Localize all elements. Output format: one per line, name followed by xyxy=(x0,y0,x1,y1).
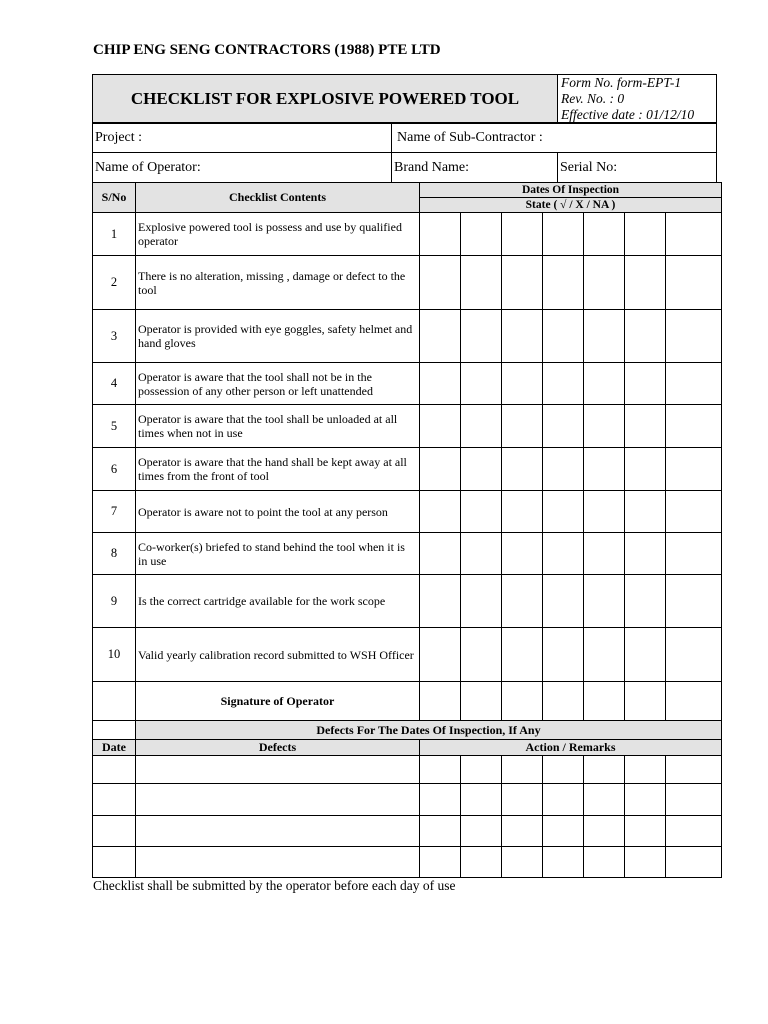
inspection-cell[interactable] xyxy=(502,628,543,682)
inspection-cell[interactable] xyxy=(625,310,666,363)
remarks-cell[interactable] xyxy=(584,816,625,847)
remarks-cell[interactable] xyxy=(666,756,722,784)
remarks-cell[interactable] xyxy=(420,847,461,878)
signature-label: Signature of Operator xyxy=(136,682,420,721)
effective-date: Effective date : 01/12/10 xyxy=(561,107,695,122)
inspection-cell[interactable] xyxy=(420,213,461,256)
inspection-cell[interactable] xyxy=(666,575,722,628)
item-text: Operator is provided with eye goggles, safety helmet and hand gloves xyxy=(136,310,420,363)
defects-header: Defects For The Dates Of Inspection, If Any xyxy=(136,721,722,740)
defect-row xyxy=(93,784,722,816)
inspection-cell[interactable] xyxy=(420,405,461,448)
remarks-cell[interactable] xyxy=(666,784,722,816)
remarks-cell[interactable] xyxy=(625,756,666,784)
signature-cell[interactable] xyxy=(625,682,666,721)
inspection-cell[interactable] xyxy=(584,448,625,491)
serial-field[interactable]: Serial No: xyxy=(558,153,717,183)
inspection-cell[interactable] xyxy=(461,256,502,310)
inspection-cell[interactable] xyxy=(584,575,625,628)
item-text: Valid yearly calibration record submitted to WSH Officer xyxy=(136,628,420,682)
checklist-row xyxy=(93,213,722,256)
checklist-row xyxy=(93,628,722,682)
inspection-cell[interactable] xyxy=(502,448,543,491)
inspection-cell[interactable] xyxy=(502,575,543,628)
remarks-cell[interactable] xyxy=(502,784,543,816)
inspection-cell[interactable] xyxy=(461,491,502,533)
inspection-cell[interactable] xyxy=(625,575,666,628)
date-header: Date xyxy=(93,740,136,756)
revision-number: Rev. No. : 0 xyxy=(561,91,625,106)
inspection-cell[interactable] xyxy=(543,405,584,448)
inspection-cell[interactable] xyxy=(666,256,722,310)
defect-date-cell[interactable] xyxy=(93,756,136,784)
inspection-cell[interactable] xyxy=(666,405,722,448)
remarks-cell[interactable] xyxy=(625,784,666,816)
inspection-cell[interactable] xyxy=(625,213,666,256)
inspection-cell[interactable] xyxy=(625,256,666,310)
item-number: 5 xyxy=(93,405,136,448)
inspection-cell[interactable] xyxy=(666,310,722,363)
defects-subheader-row xyxy=(93,740,722,756)
inspection-cell[interactable] xyxy=(420,491,461,533)
inspection-cell[interactable] xyxy=(543,363,584,405)
remarks-cell[interactable] xyxy=(543,816,584,847)
form-number: Form No. form-EPT-1 xyxy=(561,75,682,90)
inspection-cell[interactable] xyxy=(584,363,625,405)
operator-field[interactable]: Name of Operator: xyxy=(93,153,392,183)
item-text: There is no alteration, missing , damage or defect to the tool xyxy=(136,256,420,310)
item-number: 6 xyxy=(93,448,136,491)
inspection-cell[interactable] xyxy=(461,533,502,575)
inspection-cell[interactable] xyxy=(461,448,502,491)
remarks-cell[interactable] xyxy=(666,816,722,847)
inspection-cell[interactable] xyxy=(420,628,461,682)
item-number: 10 xyxy=(93,628,136,682)
inspection-cell[interactable] xyxy=(584,213,625,256)
inspection-cell[interactable] xyxy=(543,256,584,310)
inspection-cell[interactable] xyxy=(625,448,666,491)
checklist-row xyxy=(93,363,722,405)
checklist-row xyxy=(93,533,722,575)
remarks-cell[interactable] xyxy=(461,784,502,816)
inspection-cell[interactable] xyxy=(461,310,502,363)
inspection-cell[interactable] xyxy=(502,363,543,405)
inspection-cell[interactable] xyxy=(543,575,584,628)
defects-header-row xyxy=(93,721,722,740)
defect-date-cell[interactable] xyxy=(93,816,136,847)
signature-row xyxy=(93,682,722,721)
remarks-cell[interactable] xyxy=(461,756,502,784)
item-text: Is the correct cartridge available for the work scope xyxy=(136,575,420,628)
inspection-cell[interactable] xyxy=(502,213,543,256)
dates-header: Dates Of Inspection xyxy=(420,183,722,198)
footer-note: Checklist shall be submitted by the operator before each day of use xyxy=(93,878,456,893)
item-text: Explosive powered tool is possess and use by qualified operator xyxy=(136,213,420,256)
inspection-cell[interactable] xyxy=(666,533,722,575)
inspection-cell[interactable] xyxy=(666,628,722,682)
inspection-cell[interactable] xyxy=(625,491,666,533)
checklist-row xyxy=(93,448,722,491)
remarks-cell[interactable] xyxy=(420,816,461,847)
inspection-cell[interactable] xyxy=(461,363,502,405)
remarks-cell[interactable] xyxy=(502,847,543,878)
inspection-cell[interactable] xyxy=(420,256,461,310)
inspection-cell[interactable] xyxy=(584,310,625,363)
action-header: Action / Remarks xyxy=(420,740,722,756)
checklist-table xyxy=(92,182,722,878)
inspection-cell[interactable] xyxy=(420,533,461,575)
inspection-cell[interactable] xyxy=(584,405,625,448)
inspection-cell[interactable] xyxy=(420,575,461,628)
inspection-cell[interactable] xyxy=(666,363,722,405)
blank-cell xyxy=(93,721,136,740)
item-number: 8 xyxy=(93,533,136,575)
remarks-cell[interactable] xyxy=(543,756,584,784)
signature-cell[interactable] xyxy=(584,682,625,721)
remarks-cell[interactable] xyxy=(584,756,625,784)
inspection-cell[interactable] xyxy=(461,575,502,628)
remarks-cell[interactable] xyxy=(584,847,625,878)
subcontractor-field[interactable]: Name of Sub-Contractor : xyxy=(392,123,717,153)
defect-text-cell[interactable] xyxy=(136,816,420,847)
item-text: Operator is aware that the tool shall not be in the possession of any other person or left unattended xyxy=(136,363,420,405)
project-info xyxy=(92,122,717,183)
inspection-cell[interactable] xyxy=(666,213,722,256)
remarks-cell[interactable] xyxy=(666,847,722,878)
item-text: Operator is aware not to point the tool at any person xyxy=(136,491,420,533)
inspection-cell[interactable] xyxy=(543,213,584,256)
checklist-row xyxy=(93,256,722,310)
inspection-cell[interactable] xyxy=(584,256,625,310)
checklist-row xyxy=(93,491,722,533)
company-name: CHIP ENG SENG CONTRACTORS (1988) PTE LTD xyxy=(93,42,441,58)
inspection-cell[interactable] xyxy=(502,405,543,448)
inspection-cell[interactable] xyxy=(543,491,584,533)
checklist-row xyxy=(93,405,722,448)
inspection-cell[interactable] xyxy=(584,628,625,682)
item-number: 9 xyxy=(93,575,136,628)
inspection-cell[interactable] xyxy=(420,363,461,405)
item-number: 4 xyxy=(93,363,136,405)
inspection-cell[interactable] xyxy=(625,533,666,575)
defect-text-cell[interactable] xyxy=(136,784,420,816)
remarks-cell[interactable] xyxy=(461,816,502,847)
project-field[interactable]: Project : xyxy=(93,123,392,153)
remarks-cell[interactable] xyxy=(543,784,584,816)
inspection-cell[interactable] xyxy=(666,491,722,533)
sno-header: S/No xyxy=(93,183,136,213)
remarks-cell[interactable] xyxy=(461,847,502,878)
item-text: Co-worker(s) briefed to stand behind the tool when it is in use xyxy=(136,533,420,575)
inspection-cell[interactable] xyxy=(461,405,502,448)
signature-cell[interactable] xyxy=(502,682,543,721)
inspection-cell[interactable] xyxy=(543,310,584,363)
item-text: Operator is aware that the tool shall be unloaded at all times when not in use xyxy=(136,405,420,448)
form-title: CHECKLIST FOR EXPLOSIVE POWERED TOOL xyxy=(93,75,558,124)
defects-column-header: Defects xyxy=(136,740,420,756)
inspection-cell[interactable] xyxy=(502,533,543,575)
inspection-cell[interactable] xyxy=(584,491,625,533)
remarks-cell[interactable] xyxy=(543,847,584,878)
defect-date-cell[interactable] xyxy=(93,784,136,816)
inspection-cell[interactable] xyxy=(502,310,543,363)
inspection-cell[interactable] xyxy=(666,448,722,491)
inspection-cell[interactable] xyxy=(461,213,502,256)
inspection-cell[interactable] xyxy=(420,448,461,491)
remarks-cell[interactable] xyxy=(584,784,625,816)
inspection-cell[interactable] xyxy=(461,628,502,682)
signature-cell[interactable] xyxy=(420,682,461,721)
inspection-cell[interactable] xyxy=(543,533,584,575)
signature-blank xyxy=(93,682,136,721)
form-header xyxy=(92,74,717,124)
remarks-cell[interactable] xyxy=(625,816,666,847)
defect-row xyxy=(93,756,722,784)
remarks-cell[interactable] xyxy=(420,784,461,816)
item-number: 1 xyxy=(93,213,136,256)
checklist-row xyxy=(93,575,722,628)
inspection-cell[interactable] xyxy=(625,363,666,405)
state-header: State ( √ / X / NA ) xyxy=(420,198,722,213)
defect-row xyxy=(93,847,722,878)
item-number: 7 xyxy=(93,491,136,533)
inspection-cell[interactable] xyxy=(502,256,543,310)
inspection-cell[interactable] xyxy=(543,628,584,682)
contents-header: Checklist Contents xyxy=(136,183,420,213)
inspection-cell[interactable] xyxy=(420,310,461,363)
item-number: 2 xyxy=(93,256,136,310)
remarks-cell[interactable] xyxy=(502,756,543,784)
inspection-cell[interactable] xyxy=(584,533,625,575)
item-number: 3 xyxy=(93,310,136,363)
defect-text-cell[interactable] xyxy=(136,847,420,878)
checklist-row xyxy=(93,310,722,363)
remarks-cell[interactable] xyxy=(420,756,461,784)
defect-row xyxy=(93,816,722,847)
remarks-cell[interactable] xyxy=(625,847,666,878)
remarks-cell[interactable] xyxy=(502,816,543,847)
inspection-cell[interactable] xyxy=(502,491,543,533)
signature-cell[interactable] xyxy=(461,682,502,721)
inspection-cell[interactable] xyxy=(625,405,666,448)
form-info xyxy=(558,75,717,124)
defect-text-cell[interactable] xyxy=(136,756,420,784)
inspection-cell[interactable] xyxy=(625,628,666,682)
brand-field[interactable]: Brand Name: xyxy=(392,153,558,183)
signature-cell[interactable] xyxy=(543,682,584,721)
header-row xyxy=(93,183,722,198)
defect-date-cell[interactable] xyxy=(93,847,136,878)
item-text: Operator is aware that the hand shall be kept away at all times from the front of tool xyxy=(136,448,420,491)
signature-cell[interactable] xyxy=(666,682,722,721)
inspection-cell[interactable] xyxy=(543,448,584,491)
